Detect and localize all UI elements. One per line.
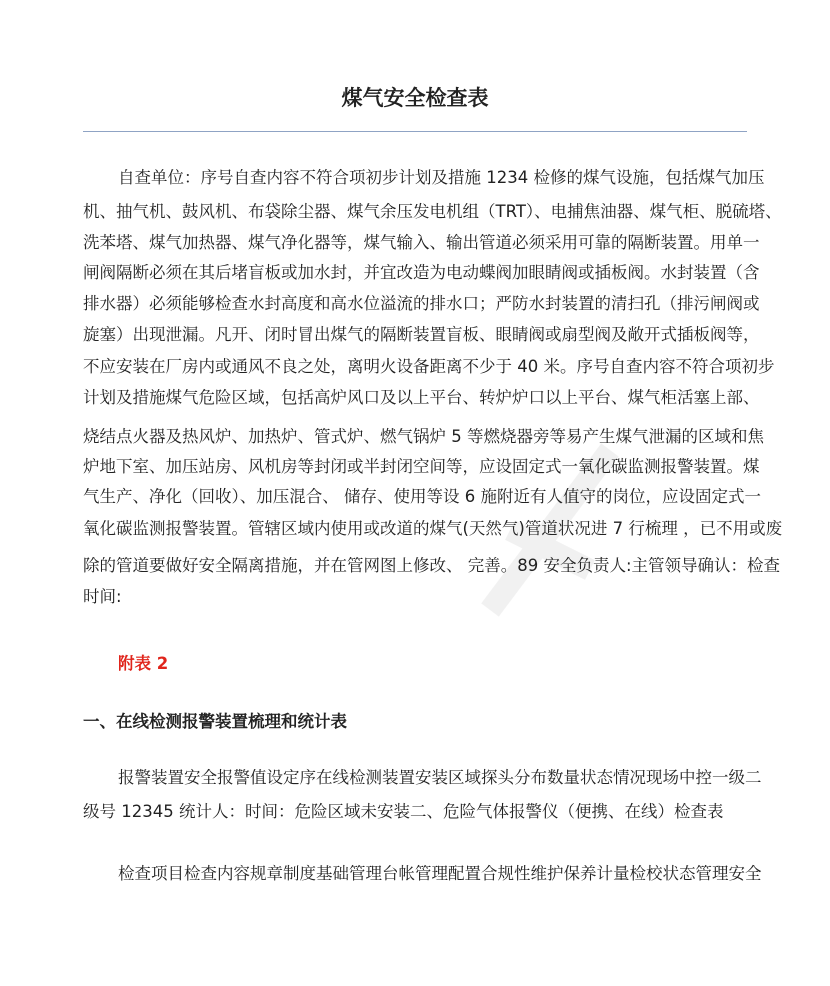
body-line: 烧结点火器及热风炉、加热炉、管式炉、燃气锅炉 5 等燃烧器旁等易产生煤气泄漏的区域和焦 xyxy=(83,427,764,446)
appendix-label: 附表 2 xyxy=(118,654,169,673)
para2-line: 报警装置安全报警值设定序在线检测装置安装区域探头分布数量状态情况现场中控一级二 xyxy=(118,768,762,787)
document-title: 煤气安全检查表 xyxy=(341,86,489,110)
body-line: 自查单位：序号自查内容不符合项初步计划及措施 1234 检修的煤气设施，包括煤气加压 xyxy=(118,168,765,187)
body-line: 气生产、净化（回收）、加压混合、 储存、使用等设 6 施附近有人值守的岗位，应设固定式一 xyxy=(83,487,761,506)
body-line: 机、抽气机、鼓风机、布袋除尘器、煤气余压发电机组（TRT）、电捕焦油器、煤气柜、脱硫塔、 xyxy=(83,202,782,221)
body-line: 炉地下室、加压站房、风机房等封闭或半封闭空间等，应设固定式一氧化碳监测报警装置。煤 xyxy=(83,457,760,476)
para2-line: 级号 12345 统计人：时间：危险区域未安装二、危险气体报警仪（便携、在线）检查表 xyxy=(83,802,724,821)
body-line: 排水器）必须能够检查水封高度和高水位溢流的排水口；严防水封装置的清扫孔（排污闸阀或 xyxy=(83,294,760,313)
body-line: 除的管道要做好安全隔离措施，并在管网图上修改、 完善。89 安全负责人:主管领导确认：检查 xyxy=(83,556,781,575)
body-line: 洗苯塔、煤气加热器、煤气净化器等，煤气输入、输出管道必须采用可靠的隔断装置。用单一 xyxy=(83,233,760,252)
title-divider xyxy=(83,131,747,132)
body-line: 不应安装在厂房内或通风不良之处，离明火设备距离不少于 40 米。序号自查内容不符合项初步 xyxy=(83,357,775,376)
body-line: 旋塞）出现泄漏。凡开、闭时冒出煤气的隔断装置盲板、眼睛阀或扇型阀及敞开式插板阀等， xyxy=(83,325,760,344)
section-heading: 一、在线检测报警装置梳理和统计表 xyxy=(83,712,347,731)
para3-line: 检查项目检查内容规章制度基础管理台帐管理配置合规性维护保养计量检校状态管理安全 xyxy=(118,864,762,883)
body-line: 时间: xyxy=(83,587,122,606)
body-line: 氧化碳监测报警装置。管辖区域内使用或改道的煤气(天然气)管道状况进 7 行梳理 ，已不用或废 xyxy=(83,519,783,538)
body-line: 闸阀隔断必须在其后堵盲板或加水封，并宜改造为电动蝶阀加眼睛阀或插板阀。水封装置（含 xyxy=(83,263,760,282)
body-line: 计划及措施煤气危险区域，包括高炉风口及以上平台、转炉炉口以上平台、煤气柜活塞上部、 xyxy=(83,388,760,407)
